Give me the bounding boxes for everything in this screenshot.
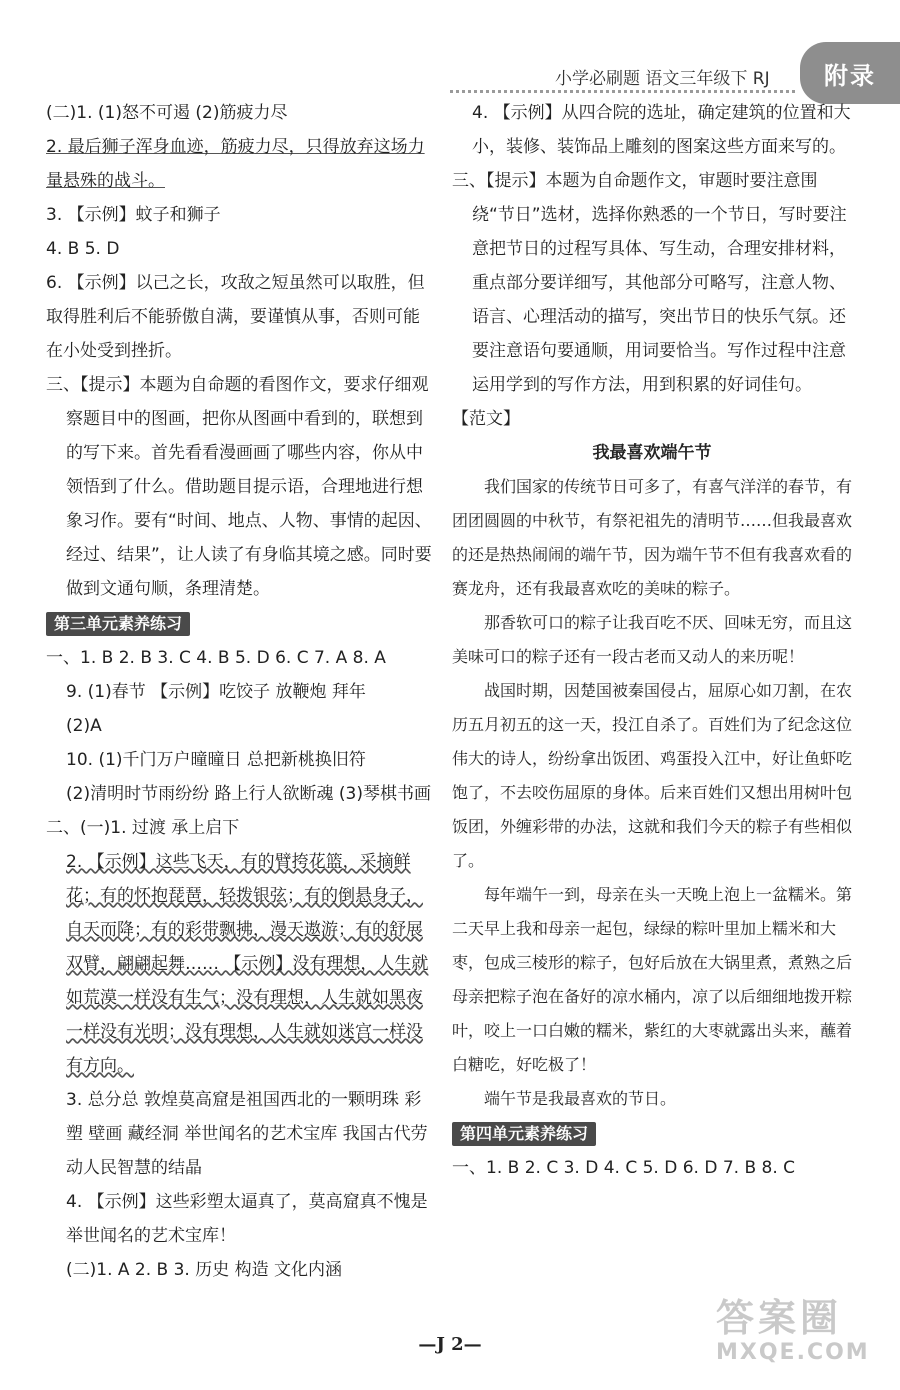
answer-line — [46, 641, 434, 675]
model-essay — [452, 436, 852, 1116]
answer-text: 二、(一)1. 过渡 承上启下 — [46, 818, 240, 838]
answer-text: (二)1. (1)怒不可遏 (2)筋疲力尽 — [46, 103, 288, 123]
left-column — [46, 96, 434, 1287]
answer-line — [46, 198, 434, 232]
essay-title: 我最喜欢端午节 — [592, 443, 712, 463]
answer-text: 6. 【示例】以己之长，攻敌之短虽然可以取胜，但取得胜利后不能骄傲自满，要谨慎从事，否则可能在小处受到挫折。 — [46, 273, 425, 361]
answer-line — [46, 743, 434, 777]
essay-paragraph: 端午节是我最喜欢的节日。 — [484, 1089, 677, 1108]
answer-line — [46, 1253, 434, 1287]
answer-line — [46, 266, 434, 368]
essay-paragraph: 我们国家的传统节日可多了，有喜气洋洋的春节，有团团圆圆的中秋节，有祭祀祖先的清明节……但我最喜欢的还是热热闹闹的端午节，因为端午节不但有我喜欢看的赛龙舟，还有我最喜欢吃的美味的粽子。 — [452, 477, 853, 598]
right-column — [452, 96, 852, 1185]
answer-text: (2)A — [66, 716, 102, 736]
answer-line — [46, 845, 434, 1083]
answer-line — [452, 1151, 852, 1185]
answer-line — [46, 130, 434, 198]
answer-line — [452, 96, 852, 164]
answer-text: 2. 最后狮子浑身血迹，筋疲力尽，只得放弃这场力量悬殊的战斗。 — [46, 137, 425, 191]
answer-line — [46, 1083, 434, 1185]
answer-line — [46, 709, 434, 743]
answer-line — [46, 368, 434, 606]
answer-text: (二)1. A 2. B 3. 历史 构造 文化内涵 — [66, 1260, 343, 1280]
answer-line — [46, 675, 434, 709]
answer-line — [452, 164, 852, 402]
answer-text: (2)清明时节雨纷纷 路上行人欲断魂 (3)琴棋书画 — [66, 784, 431, 804]
answer-line — [46, 1185, 434, 1253]
answer-text: 3. 【示例】蚊子和狮子 — [46, 205, 221, 225]
answer-text: 9. (1)春节 【示例】吃饺子 放鞭炮 拜年 — [66, 682, 366, 702]
appendix-tab: 附录 — [800, 42, 900, 104]
section-label: 第四单元素养练习 — [452, 1122, 596, 1146]
answer-text: 一、1. B 2. B 3. C 4. B 5. D 6. C 7. A 8. A — [46, 648, 386, 668]
page-number: —J 2— — [418, 1334, 482, 1355]
header-title: 小学必刷题 语文三年级下 RJ — [555, 69, 770, 89]
answer-text: 一、1. B 2. C 3. D 4. C 5. D 6. D 7. B 8. C — [452, 1158, 796, 1178]
answer-text: 2. 【示例】这些飞天，有的臂挎花篮，采摘鲜花；有的怀抱琵琶，轻拨银弦；有的倒悬身子，自天而降；有的彩带飘拂，漫天遨游；有的舒展双臂，翩翩起舞…… 【示例】没有理想，人生就如荒漠一样没有生气；没有理想，人生就如黑夜一样没有光明；没有理想，人生就如迷宫一样没有方向。 — [66, 852, 429, 1076]
answer-text: 3. 总分总 敦煌莫高窟是祖国西北的一颗明珠 彩塑 壁画 藏经洞 举世闻名的艺术宝库 我国古代劳动人民智慧的结晶 — [66, 1090, 428, 1178]
essay-paragraph: 那香软可口的粽子让我百吃不厌、回味无穷，而且这美味可口的粽子还有一段古老而又动人的来历呢！ — [452, 613, 853, 666]
essay-paragraph: 战国时期，因楚国被秦国侵占，屈原心如刀割，在农历五月初五的这一天，投江自杀了。百姓们为了纪念这位伟大的诗人，纷纷拿出饭团、鸡蛋投入江中，好让鱼虾吃饱了，不去咬伤屈原的身体。后来百姓们又想出用树叶包饭团，外缠彩带的办法，这就和我们今天的粽子有些相似了。 — [452, 681, 853, 870]
section-label: 第三单元素养练习 — [46, 612, 190, 636]
answer-text: 4. 【示例】这些彩塑太逼真了，莫高窟真不愧是举世闻名的艺术宝库！ — [66, 1192, 428, 1246]
answer-line — [46, 96, 434, 130]
answer-text: 10. (1)千门万户曈曈日 总把新桃换旧符 — [66, 750, 366, 770]
watermark-bottom: MXQE.COM — [716, 1340, 870, 1365]
answer-text: 4. B 5. D — [46, 239, 120, 259]
answer-line — [452, 402, 852, 436]
answer-line — [46, 232, 434, 266]
header-divider — [450, 90, 795, 93]
answer-line — [46, 811, 434, 845]
answer-line — [46, 777, 434, 811]
answer-text: 4. 【示例】从四合院的选址，确定建筑的位置和大小，装修、装饰品上雕刻的图案这些方面来写的。 — [472, 103, 851, 157]
answer-text: 三、【提示】本题为自命题的看图作文，要求仔细观察题目中的图画，把你从图画中看到的，联想到的写下来。首先看看漫画画了哪些内容，你从中领悟到了什么。借助题目提示语，合理地进行想象习作。要有“时间、地点、人物、事情的起因、经过、结果”，让人读了有身临其境之感。同时要做到文通句顺，条理清楚。 — [46, 375, 432, 599]
answer-text: 三、【提示】本题为自命题作文，审题时要注意围绕“节日”选材，选择你熟悉的一个节日，写时要注意把节日的过程写具体、写生动，合理安排材料，重点部分要详细写，其他部分可略写，注意人物、语言、心理活动的描写，突出节日的快乐气氛。还要注意语句要通顺，用词要恰当。写作过程中注意运用学到的写作方法，用到积累的好词佳句。 — [452, 171, 847, 395]
essay-paragraph: 每年端午一到，母亲在头一天晚上泡上一盆糯米。第二天早上我和母亲一起包，绿绿的粽叶里加上糯米和大枣，包成三棱形的粽子，包好后放在大锅里煮，煮熟之后母亲把粽子泡在备好的凉水桶内，凉了以后细细地拨开粽叶，咬上一口白嫩的糯米，紫红的大枣就露出头来，蘸着白糖吃，好吃极了！ — [452, 885, 853, 1074]
answer-text: 【范文】 — [452, 409, 520, 429]
watermark-top: 答案圈 — [716, 1296, 843, 1340]
watermark-logo — [716, 1296, 886, 1374]
